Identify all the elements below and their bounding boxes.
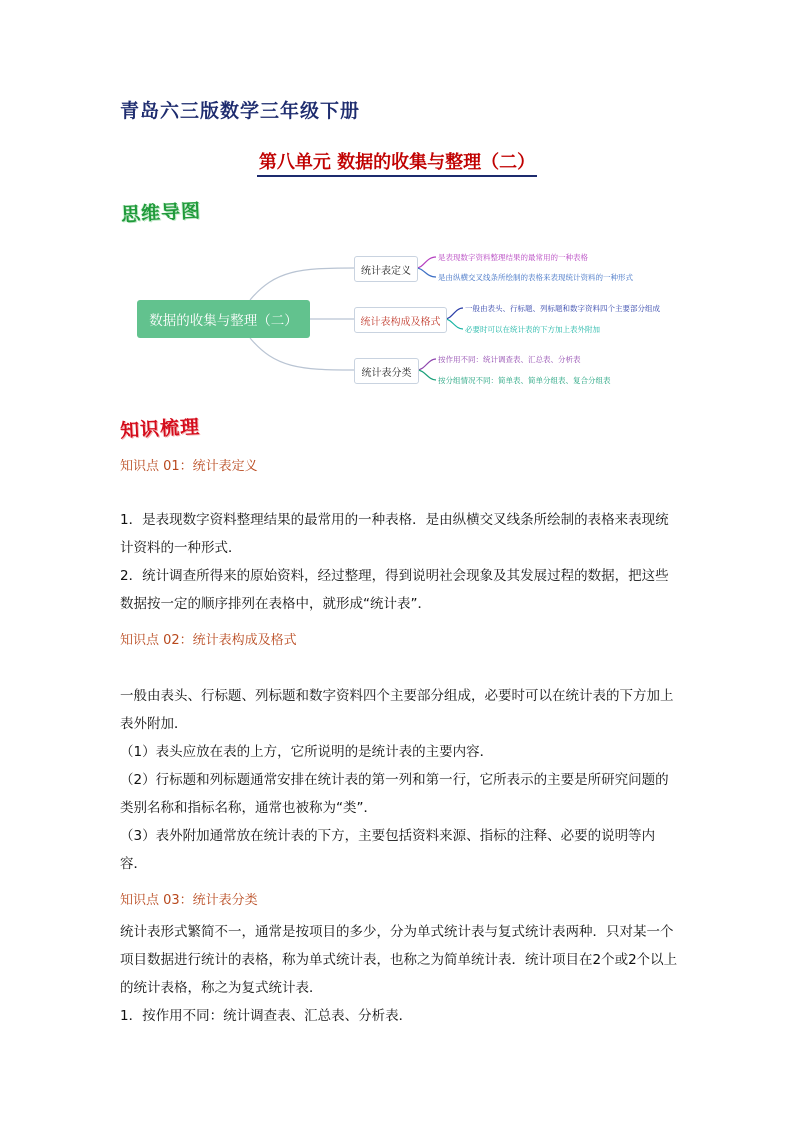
kp1-paragraph: 2．统计调查所得来的原始资料，经过整理，得到说明社会现象及其发展过程的数据，把这些数据按一定的顺序排列在表格中，就形成“统计表”．: [120, 568, 669, 612]
kp3-paragraph: 1．按作用不同：统计调查表、汇总表、分析表．: [120, 1008, 413, 1024]
connector-branch-1-leaf-1: [416, 257, 436, 268]
mindmap-center-node: 数据的收集与整理（二）: [137, 300, 310, 338]
mindmap-section-heading: 思维导图: [120, 199, 202, 227]
mindmap-leaf-structure-2: 必要时可以在统计表的下方加上表外附加: [465, 325, 600, 334]
document-title: 青岛六三版数学三年级下册: [120, 100, 361, 122]
mindmap-leaf-classification-2: 按分组情况不同：简单表、简单分组表、复合分组表: [438, 376, 611, 385]
connector-center-branch-3: [250, 338, 354, 370]
connector-branch-2-leaf-1: [445, 308, 463, 319]
mindmap-branch-structure: 统计表构成及格式: [354, 307, 447, 333]
kp2-paragraph: 一般由表头、行标题、列标题和数字资料四个主要部分组成，必要时可以在统计表的下方加上表外附加．: [120, 688, 674, 732]
connector-branch-2-leaf-2: [445, 319, 463, 329]
knowledge-point-3-title: 知识点 03：统计表分类: [120, 893, 258, 908]
knowledge-point-1-title: 知识点 01：统计表定义: [120, 459, 258, 474]
mindmap-branch-classification: 统计表分类: [354, 358, 419, 384]
kp1-paragraph: 1．是表现数字资料整理结果的最常用的一种表格．是由纵横交叉线条所绘制的表格来表现统计资料的一种形式．: [120, 512, 669, 556]
kp2-paragraph: （3）表外附加通常放在统计表的下方，主要包括资料来源、指标的注释、必要的说明等内容．: [120, 828, 656, 872]
kp2-paragraph: （2）行标题和列标题通常安排在统计表的第一列和第一行，它所表示的主要是所研究问题的类别名称和指标名称，通常也被称为“类”．: [120, 772, 669, 816]
knowledge-point-2-body: [120, 682, 680, 878]
mindmap-leaf-definition-2: 是由纵横交叉线条所绘制的表格来表现统计资料的一种形式: [438, 273, 633, 282]
mindmap-leaf-definition-1: 是表现数字资料整理结果的最常用的一种表格: [438, 253, 588, 262]
kp3-paragraph: 统计表形式繁简不一，通常是按项目的多少，分为单式统计表与复式统计表两种．只对某一个项目数据进行统计的表格，称为单式统计表，也称之为简单统计表．统计项目在2个或2个以上的统计表格，称之为复式统计表．: [120, 924, 678, 996]
knowledge-point-2-title: 知识点 02：统计表构成及格式: [120, 633, 297, 648]
mindmap-branch-definition: 统计表定义: [354, 256, 418, 282]
connector-center-branch-1: [250, 268, 354, 300]
knowledge-section-heading: 知识梳理: [119, 415, 201, 443]
unit-title: 第八单元 数据的收集与整理（二）: [257, 152, 537, 177]
connector-branch-1-leaf-2: [416, 268, 436, 277]
mindmap-leaf-structure-1: 一般由表头、行标题、列标题和数字资料四个主要部分组成: [465, 304, 660, 313]
knowledge-point-1-body: [120, 506, 680, 618]
mindmap-connectors: [0, 0, 794, 420]
connector-branch-3-leaf-1: [417, 359, 436, 370]
mindmap-leaf-classification-1: 按作用不同：统计调查表、汇总表、分析表: [438, 355, 581, 364]
knowledge-point-3-body: [120, 918, 680, 1030]
kp2-paragraph: （1）表头应放在表的上方，它所说明的是统计表的主要内容．: [120, 744, 494, 760]
connector-branch-3-leaf-2: [417, 370, 436, 380]
